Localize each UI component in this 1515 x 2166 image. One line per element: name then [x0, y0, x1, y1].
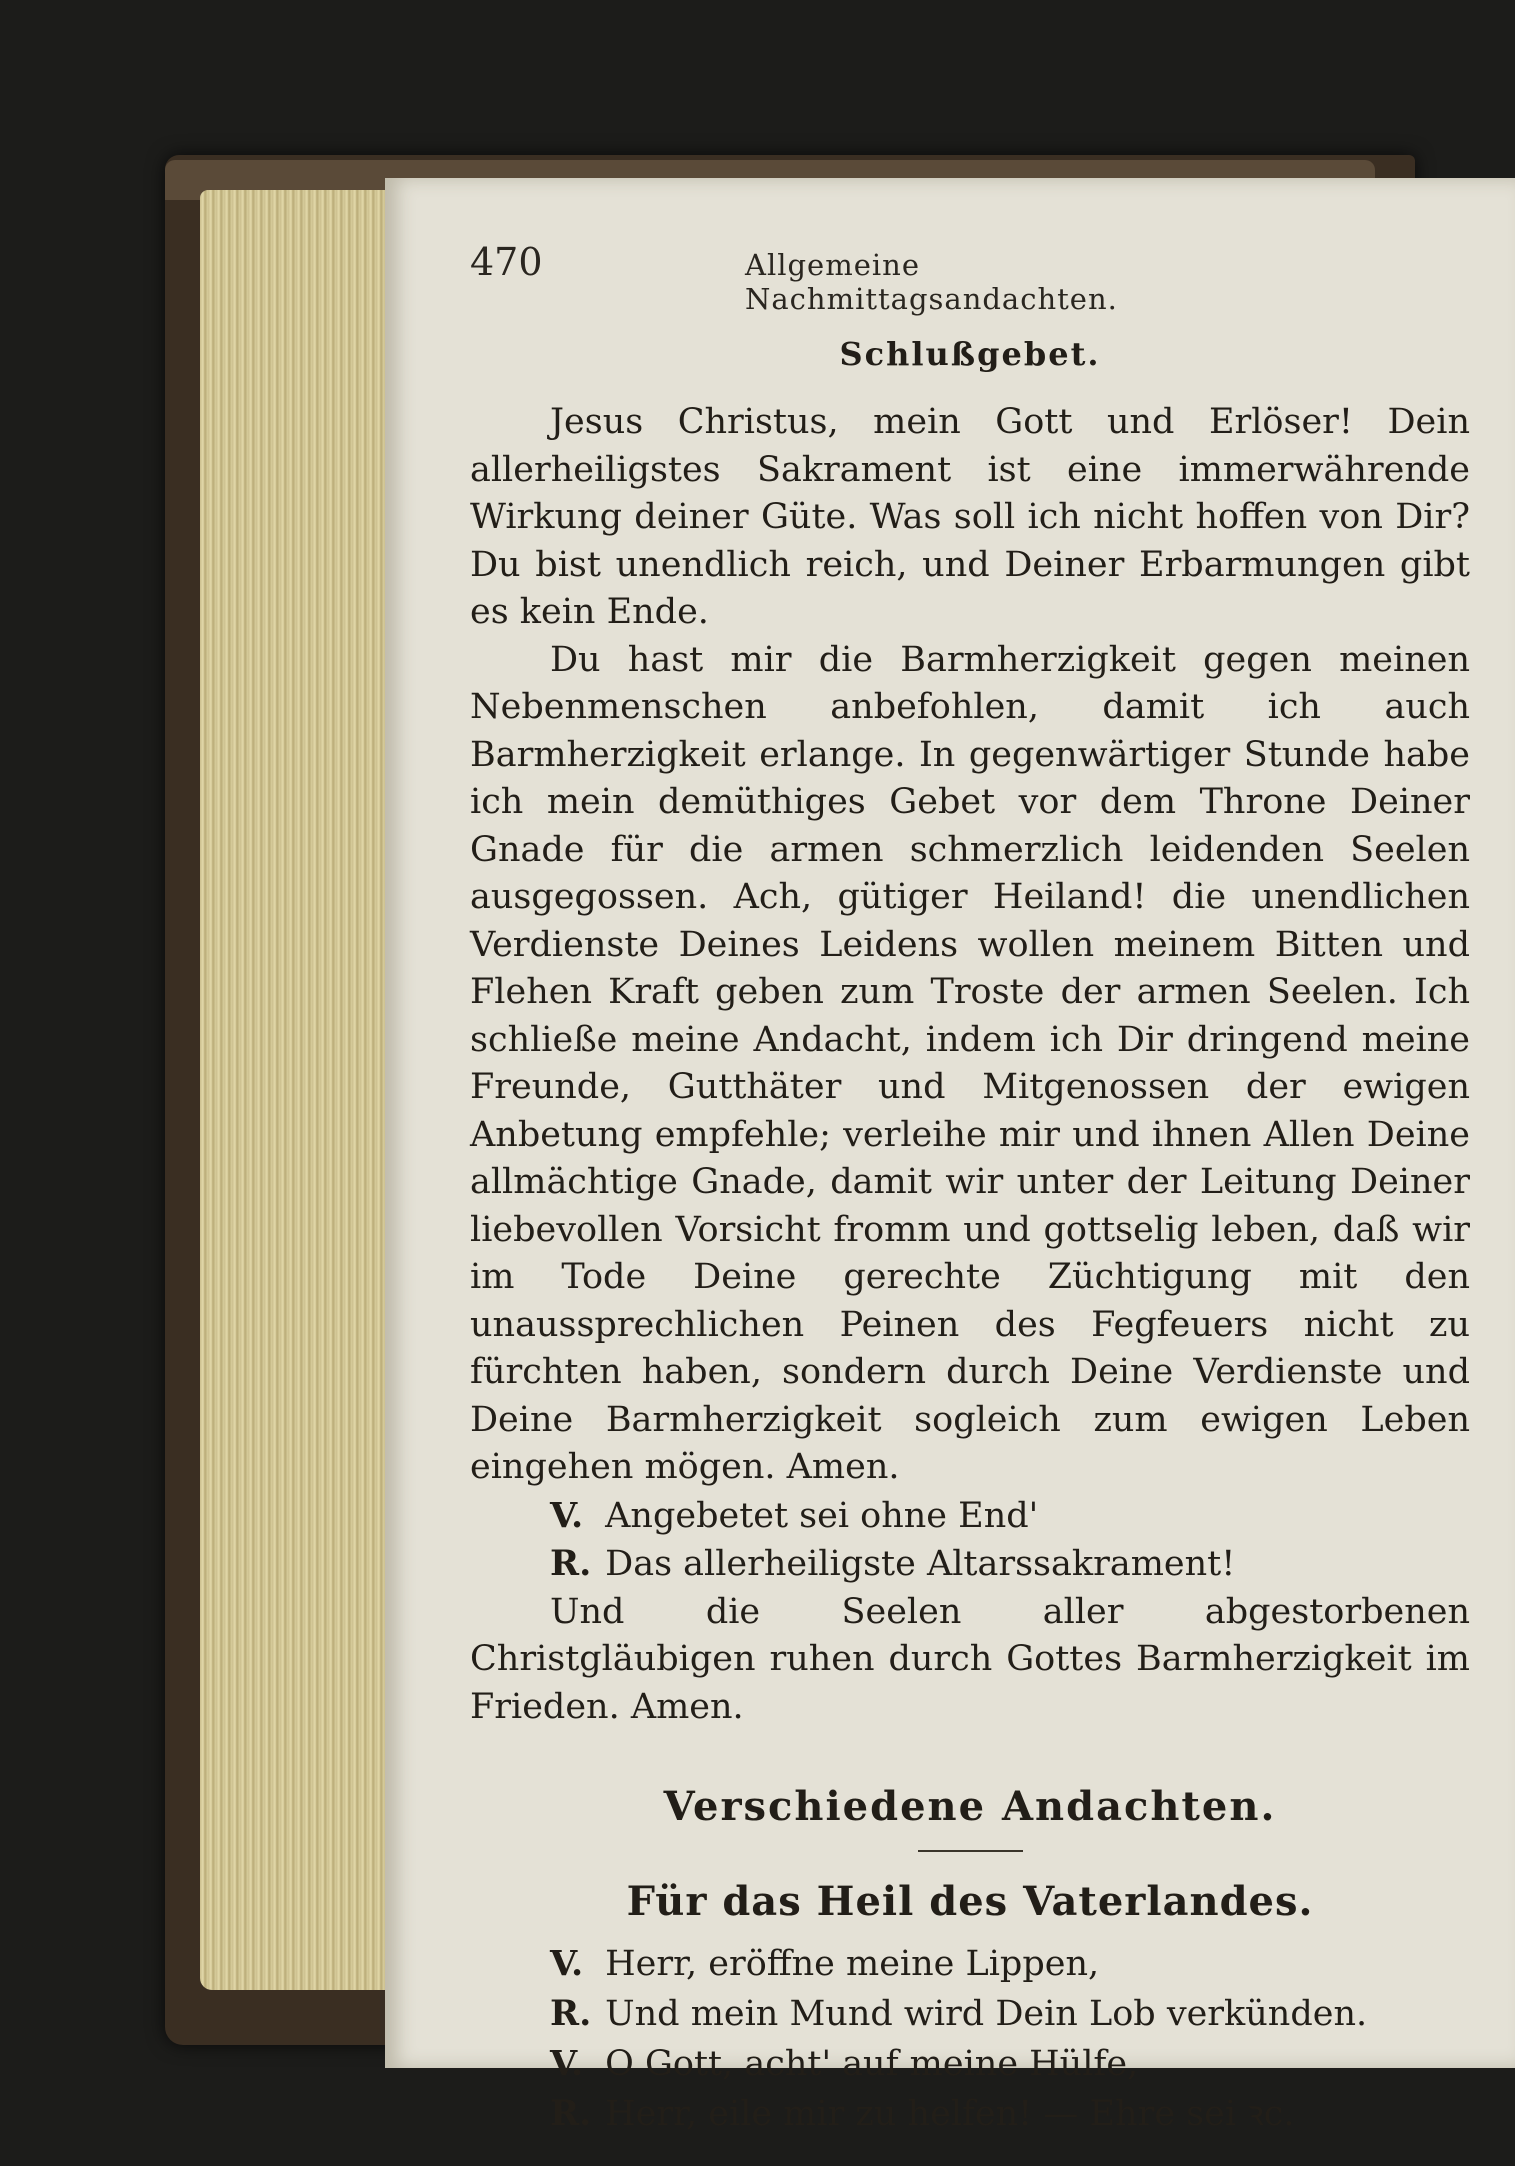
running-title: Allgemeine Nachmittagsandachten.: [745, 248, 1118, 316]
litany-line: [470, 2089, 1470, 2139]
heading-divider: [918, 1850, 1023, 1852]
section-subheading: Für das Heil des Vaterlandes.: [626, 1878, 1314, 1925]
closing-prayer-heading: Schlußgebet.: [839, 335, 1101, 373]
page-text: [470, 335, 1470, 2139]
section-heading: Verschiedene Andachten.: [663, 1783, 1277, 1830]
litany-text: Herr, eröffne meine Lippen,: [605, 1944, 1100, 1984]
response-text: Das allerheiligste Altarssakrament!: [605, 1544, 1236, 1584]
response-marker: R.: [550, 1543, 592, 1584]
closing-paragraph: Und die Seelen aller abgestorbenen Christgläubigen ruhen durch Gottes Barmherzigkeit im Frieden. Amen.: [470, 1591, 1470, 1727]
litany-line: [470, 1989, 1470, 2039]
versicle-line: [470, 1492, 1470, 1541]
versicle-marker: V.: [550, 1494, 584, 1536]
versicle-text: Angebetet sei ohne End': [605, 1495, 1039, 1536]
prayer-paragraph: Jesus Christus, mein Gott und Erlöser! Dein allerheiligstes Sakrament ist eine immerwährende Wirkung deiner Güte. Was soll ich nicht hoffen von Dir? Du bist unendlich reich, und Deiner Erbarmungen gibt es kein Ende.: [470, 402, 1470, 632]
litany-line: [470, 1939, 1470, 1989]
litany-marker: V.: [550, 1943, 584, 1984]
litany-marker: R.: [550, 1993, 592, 2034]
litany-marker: V.: [550, 2043, 584, 2084]
page-number: 470: [470, 240, 543, 284]
litany-text: Herr, eile mir zu helfen! — Ehre sei ꝛc.: [605, 2094, 1295, 2134]
litany-marker: R.: [550, 2093, 592, 2134]
response-line: [470, 1540, 1470, 1589]
page-edges: [200, 190, 400, 1990]
litany-text: O Gott, acht' auf meine Hülfe,: [605, 2044, 1139, 2084]
litany-line: [470, 2039, 1470, 2089]
prayer-paragraph: Du hast mir die Barmherzigkeit gegen meinen Nebenmenschen anbefohlen, damit ich auch Barmherzigkeit erlange. In gegenwärtiger Stunde habe ich mein demüthiges Gebet vor dem Throne Deiner Gnade für die armen schmerzlich leidenden Seelen ausgegossen. Ach, gütiger Heiland! die unendlichen Verdienste Deines Leidens wollen meinem Bitten und Flehen Kraft geben zum Troste der armen Seelen. Ich schließe meine Andacht, indem ich Dir dringend meine Freunde, Gutthäter und Mitgenossen der ewigen Anbetung empfehle; verleihe mir und ihnen Allen Deine allmächtige Gnade, damit wir unter der Leitung Deiner liebevollen Vorsicht fromm und gottselig leben, daß wir im Tode Deine gerechte Züchtigung mit den unaussprechlichen Peinen des Fegfeuers nicht zu fürchten haben, sondern durch Deine Verdienste und Deine Barmherzigkeit sogleich zum ewigen Leben eingehen mögen. Amen.: [470, 639, 1470, 1487]
page-header: [470, 240, 1230, 316]
litany-text: Und mein Mund wird Dein Lob verkünden.: [605, 1994, 1368, 2034]
